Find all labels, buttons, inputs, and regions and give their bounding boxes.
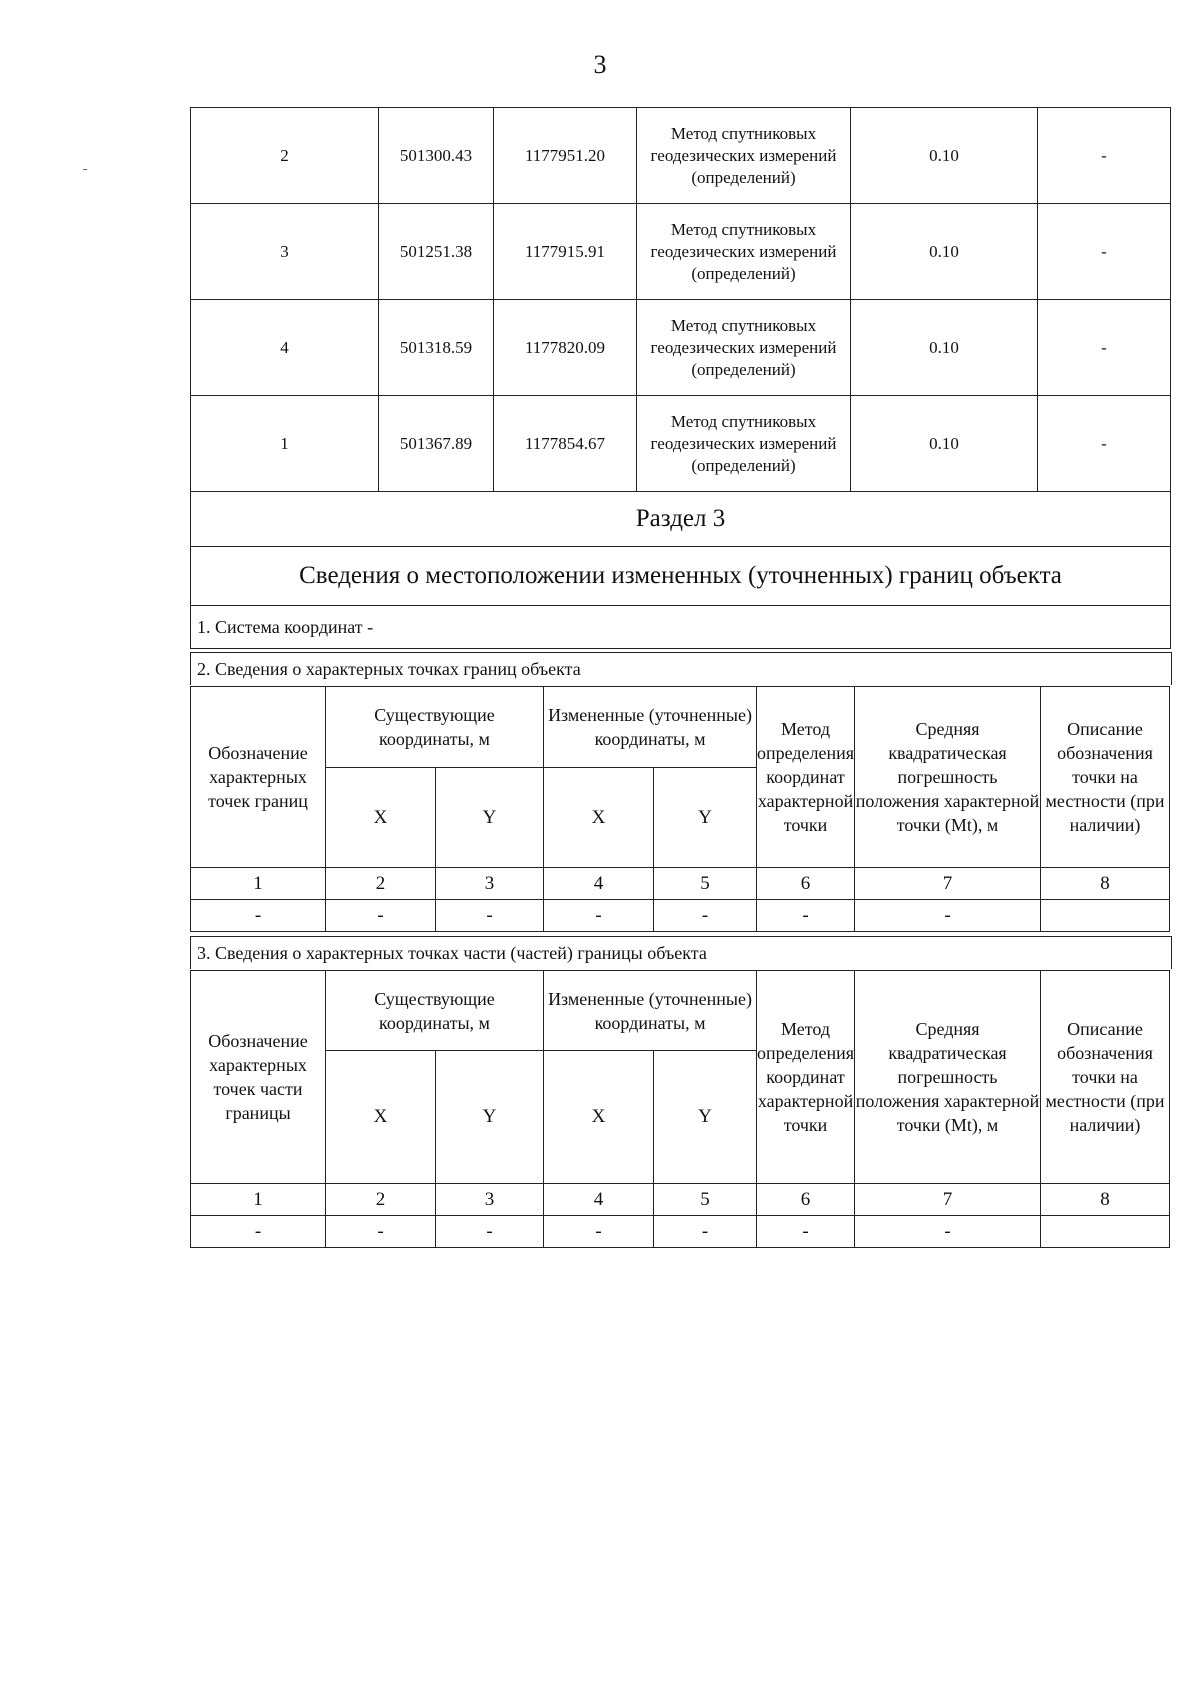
col-description-header: Описание обозначения точки на местности (при наличии) (1041, 687, 1170, 868)
column-number-cell: 3 (436, 868, 544, 900)
col-changed-x: X (544, 1051, 654, 1184)
boundary-points-table (190, 686, 1170, 932)
point-number-cell: 2 (191, 108, 379, 204)
column-number-cell: 5 (654, 1184, 757, 1216)
column-number-cell: 3 (436, 1184, 544, 1216)
column-numbers-row (191, 1184, 1170, 1216)
col-method-header: Метод определения координат характерной точки (757, 971, 855, 1184)
col-existing-header: Существующие координаты, м (326, 687, 544, 768)
table-cell: - (757, 1216, 855, 1248)
table-cell: - (855, 900, 1041, 932)
column-number-cell: 8 (1041, 868, 1170, 900)
table-cell: - (544, 1216, 654, 1248)
table-row (191, 108, 1171, 204)
table-cell: - (191, 900, 326, 932)
description-cell: - (1038, 108, 1171, 204)
accuracy-cell: 0.10 (851, 108, 1038, 204)
scan-mark (83, 169, 87, 170)
description-cell: - (1038, 396, 1171, 492)
table-cell: - (654, 900, 757, 932)
column-number-cell: 7 (855, 868, 1041, 900)
table-cell: - (544, 900, 654, 932)
col-existing-x: X (326, 1051, 436, 1184)
table-row (191, 204, 1171, 300)
column-number-cell: 4 (544, 868, 654, 900)
point-number-cell: 1 (191, 396, 379, 492)
method-cell: Метод спутниковых геодезических измерений (определений) (637, 204, 851, 300)
table-cell: - (326, 1216, 436, 1248)
column-number-cell: 6 (757, 868, 855, 900)
coord-system-line: 1. Система координат - (191, 606, 1171, 649)
column-number-cell: 8 (1041, 1184, 1170, 1216)
description-cell: - (1038, 300, 1171, 396)
x-coordinate-cell: 501367.89 (379, 396, 494, 492)
accuracy-cell: 0.10 (851, 396, 1038, 492)
col-description-header: Описание обозначения точки на местности (при наличии) (1041, 971, 1170, 1184)
method-cell: Метод спутниковых геодезических измерений (определений) (637, 396, 851, 492)
subsection3-caption: 3. Сведения о характерных точках части (частей) границы объекта (190, 936, 1172, 969)
table-cell: - (191, 1216, 326, 1248)
column-number-cell: 6 (757, 1184, 855, 1216)
page-number: 3 (593, 50, 607, 79)
col-changed-header: Измененные (уточненные) координаты, м (544, 971, 757, 1051)
column-number-cell: 2 (326, 868, 436, 900)
part-boundary-points-table (190, 970, 1170, 1248)
table-cell: - (326, 900, 436, 932)
table-cell (1041, 1216, 1170, 1248)
y-coordinate-cell: 1177820.09 (494, 300, 637, 396)
col-point-header: Обозначение характерных точек части границы (191, 971, 326, 1184)
col-changed-y: Y (654, 1051, 757, 1184)
section-heading: Раздел 3 (191, 492, 1171, 547)
point-number-cell: 3 (191, 204, 379, 300)
col-changed-x: X (544, 768, 654, 868)
table-row (191, 1216, 1170, 1248)
col-existing-header: Существующие координаты, м (326, 971, 544, 1051)
col-accuracy-header: Средняя квадратическая погрешность положения характерной точки (Mt), м (855, 971, 1041, 1184)
column-numbers-row (191, 868, 1170, 900)
column-number-cell: 1 (191, 868, 326, 900)
table-cell: - (757, 900, 855, 932)
accuracy-cell: 0.10 (851, 204, 1038, 300)
column-number-cell: 4 (544, 1184, 654, 1216)
method-cell: Метод спутниковых геодезических измерений (определений) (637, 300, 851, 396)
table-cell: - (855, 1216, 1041, 1248)
accuracy-cell: 0.10 (851, 300, 1038, 396)
y-coordinate-cell: 1177854.67 (494, 396, 637, 492)
col-changed-y: Y (654, 768, 757, 868)
column-number-cell: 2 (326, 1184, 436, 1216)
column-number-cell: 1 (191, 1184, 326, 1216)
y-coordinate-cell: 1177915.91 (494, 204, 637, 300)
points-table (190, 107, 1171, 649)
col-existing-y: Y (436, 1051, 544, 1184)
table-row (191, 300, 1171, 396)
column-number-cell: 5 (654, 868, 757, 900)
col-accuracy-header: Средняя квадратическая погрешность положения характерной точки (Mt), м (855, 687, 1041, 868)
section-title: Сведения о местоположении измененных (уточненных) границ объекта (191, 547, 1171, 606)
col-changed-header: Измененные (уточненные) координаты, м (544, 687, 757, 768)
x-coordinate-cell: 501251.38 (379, 204, 494, 300)
point-number-cell: 4 (191, 300, 379, 396)
subsection2-caption: 2. Сведения о характерных точках границ объекта (190, 652, 1172, 685)
table-cell: - (436, 900, 544, 932)
method-cell: Метод спутниковых геодезических измерений (определений) (637, 108, 851, 204)
table-cell: - (654, 1216, 757, 1248)
table-cell: - (436, 1216, 544, 1248)
table-row (191, 900, 1170, 932)
table-cell (1041, 900, 1170, 932)
col-method-header: Метод определения координат характерной точки (757, 687, 855, 868)
table-row (191, 396, 1171, 492)
x-coordinate-cell: 501318.59 (379, 300, 494, 396)
col-point-header: Обозначение характерных точек границ (191, 687, 326, 868)
y-coordinate-cell: 1177951.20 (494, 108, 637, 204)
col-existing-x: X (326, 768, 436, 868)
x-coordinate-cell: 501300.43 (379, 108, 494, 204)
description-cell: - (1038, 204, 1171, 300)
col-existing-y: Y (436, 768, 544, 868)
column-number-cell: 7 (855, 1184, 1041, 1216)
